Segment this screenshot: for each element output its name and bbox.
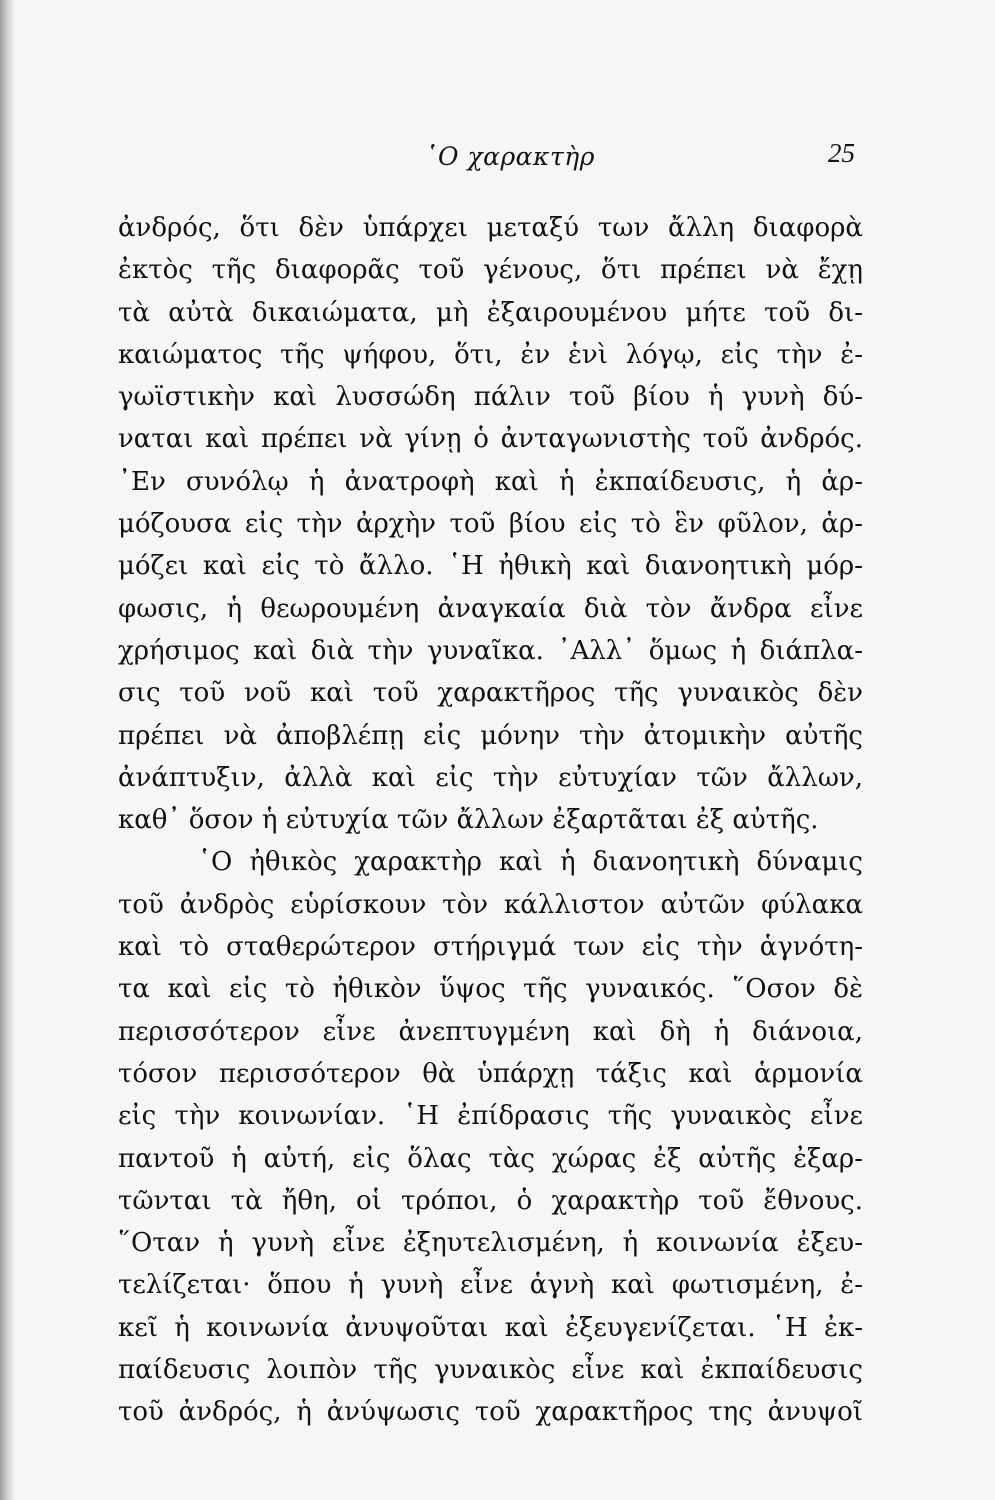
text-line: τελίζεται· ὅπου ἡ γυνὴ εἶνε ἁγνὴ καὶ φωτισμένη, ἐ-: [118, 1270, 863, 1301]
text-line: μόζουσα εἰς τὴν ἀρχὴν τοῦ βίου εἰς τὸ ἓν φῦλον, ἁρ-: [118, 509, 863, 540]
text-line: κεῖ ἡ κοινωνία ἀνυψοῦται καὶ ἐξευγενίζεται. ῾Η ἐκ-: [118, 1312, 863, 1343]
text-line: μόζει καὶ εἰς τὸ ἄλλο. ῾Η ἠθικὴ καὶ διανοητικὴ μόρ-: [118, 551, 863, 582]
text-line: εἰς τὴν κοινωνίαν. ῾Η ἐπίδρασις τῆς γυναικὸς εἶνε: [118, 1101, 863, 1132]
text-line: ναται καὶ πρέπει νὰ γίνῃ ὁ ἀνταγωνιστὴς τοῦ ἀνδρός.: [118, 424, 863, 455]
text-line: ῞Οταν ἡ γυνὴ εἶνε ἐξηυτελισμένη, ἡ κοινωνία ἐξευ-: [118, 1228, 863, 1259]
text-line: τοῦ ἀνδρὸς εὑρίσκουν τὸν κάλλιστον αὐτῶν φύλακα: [118, 889, 863, 920]
text-line: παντοῦ ἡ αὐτή, εἰς ὅλας τὰς χώρας ἐξ αὐτῆς ἐξαρ-: [118, 1143, 863, 1174]
text-line: σις τοῦ νοῦ καὶ τοῦ χαρακτῆρος τῆς γυναικὸς δὲν: [118, 678, 863, 709]
text-line: περισσότερον εἶνε ἀνεπτυγμένη καὶ δὴ ἡ διάνοια,: [118, 1016, 863, 1047]
text-line: ῾Ο ἠθικὸς χαρακτὴρ καὶ ἡ διανοητικὴ δύναμις: [198, 847, 863, 878]
text-line: γωϊστικὴν καὶ λυσσώδη πάλιν τοῦ βίου ἡ γυνὴ δύ-: [118, 382, 863, 413]
text-line: τὰ αὐτὰ δικαιώματα, μὴ ἐξαιρουμένου μήτε τοῦ δι-: [118, 297, 863, 328]
text-line: τοῦ ἀνδρός, ἡ ἀνύψωσις τοῦ χαρακτῆρος της ἀνυψοῖ: [118, 1397, 863, 1428]
page-number: 25: [828, 138, 855, 168]
text-line: ἀνδρός, ὅτι δὲν ὑπάρχει μεταξύ των ἄλλη διαφορὰ: [118, 213, 863, 243]
text-line: φωσις, ἡ θεωρουμένη ἀναγκαία διὰ τὸν ἄνδρα εἶνε: [118, 593, 863, 624]
text-line: ᾿Εν συνόλῳ ἡ ἀνατροφὴ καὶ ἡ ἐκπαίδευσις, ἡ ἁρ-: [118, 466, 863, 497]
text-line: τα καὶ εἰς τὸ ἠθικὸν ὕψος τῆς γυναικός. ῞Οσον δὲ: [118, 974, 863, 1005]
running-header: [120, 138, 855, 178]
page-gutter-shadow: [0, 0, 14, 1500]
text-line: πρέπει νὰ ἀποβλέπῃ εἰς μόνην τὴν ἀτομικὴν αὐτῆς: [118, 720, 863, 751]
text-line: καιώματος τῆς ψήφου, ὅτι, ἐν ἑνὶ λόγῳ, εἰς τὴν ἐ-: [118, 339, 863, 370]
text-line: τῶνται τὰ ἤθη, οἱ τρόποι, ὁ χαρακτὴρ τοῦ ἔθνους.: [118, 1185, 863, 1216]
text-line: καὶ τὸ σταθερώτερον στήριγμά των εἰς τὴν ἁγνότη-: [118, 932, 863, 963]
text-line: καθ᾿ ὅσον ἡ εὐτυχία τῶν ἄλλων ἐξαρτᾶται ἐξ αὐτῆς.: [118, 805, 819, 836]
body-text: [118, 207, 863, 1434]
text-line: παίδευσις λοιπὸν τῆς γυναικὸς εἶνε καὶ ἐκπαίδευσις: [118, 1355, 863, 1386]
text-line: χρήσιμος καὶ διὰ τὴν γυναῖκα. ᾿Αλλ᾿ ὅμως ἡ διάπλα-: [118, 635, 863, 666]
text-line: τόσον περισσότερον θὰ ὑπάρχῃ τάξις καὶ ἁρμονία: [118, 1058, 863, 1089]
running-title: ῾Ο χαρακτὴρ: [425, 142, 595, 171]
text-line: ἐκτὸς τῆς διαφορᾶς τοῦ γένους, ὅτι πρέπει νὰ ἔχῃ: [118, 255, 863, 286]
text-line: ἀνάπτυξιν, ἀλλὰ καὶ εἰς τὴν εὐτυχίαν τῶν ἄλλων,: [118, 762, 863, 793]
